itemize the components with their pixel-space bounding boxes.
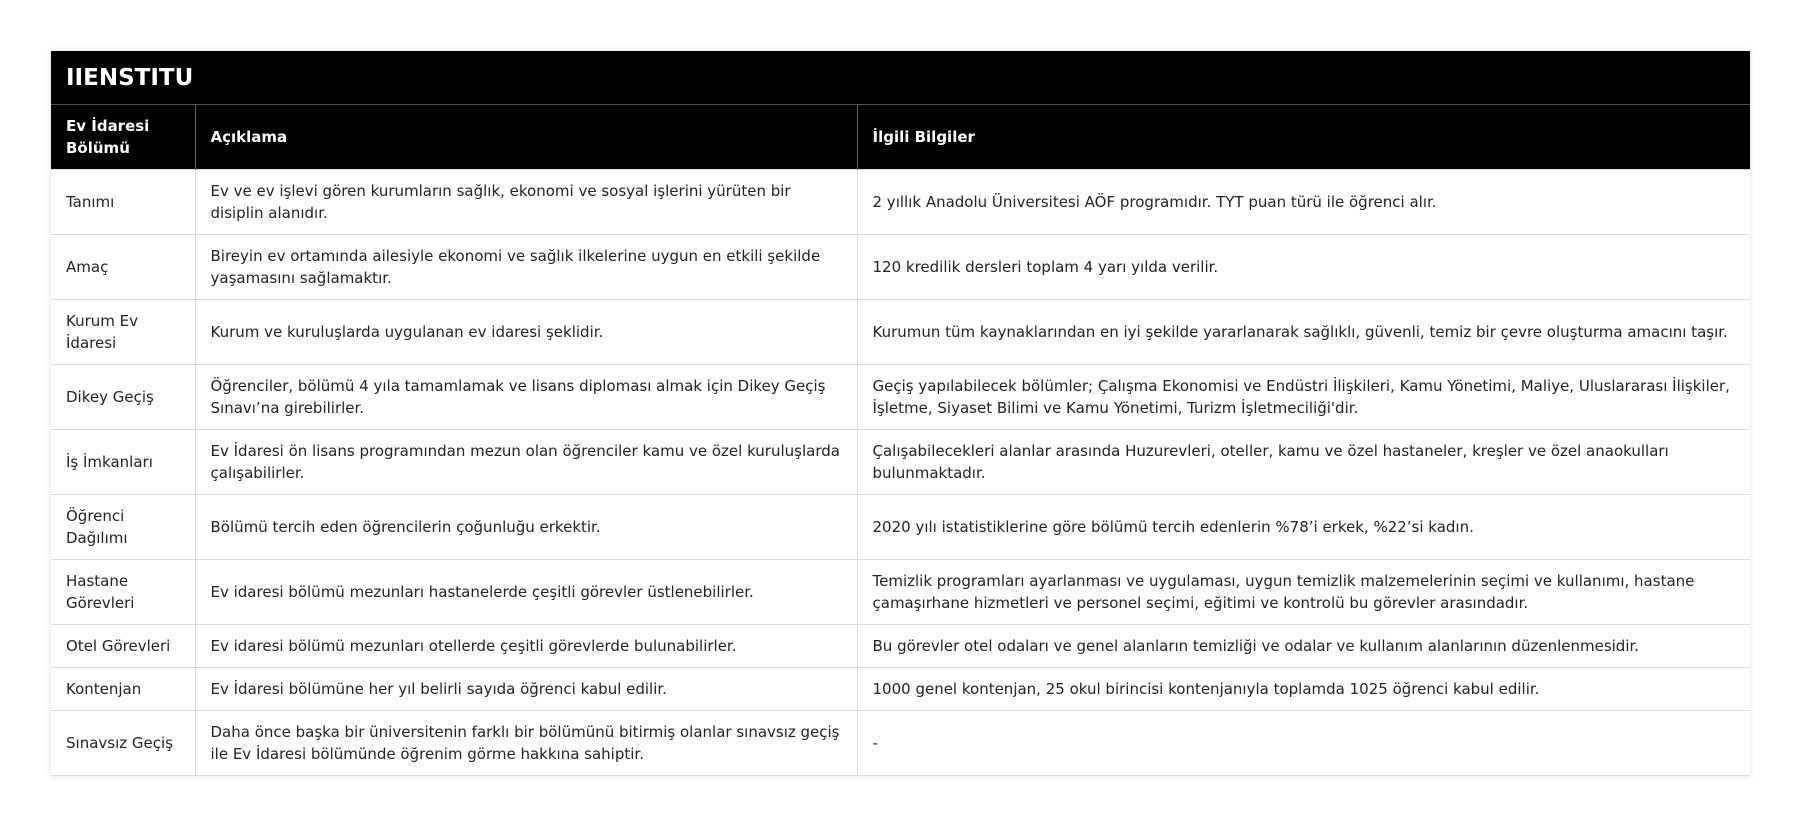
table-row [51,494,1750,559]
row-section: Kontenjan [51,667,195,710]
table-row [51,169,1750,234]
row-description: Ev idaresi bölümü mezunları hastanelerde çeşitli görevler üstlenebilirler. [195,559,857,624]
row-related-info: 2020 yılı istatistiklerine göre bölümü tercih edenlerin %78’i erkek, %22’si kadın. [857,494,1750,559]
table-row [51,429,1750,494]
table-row [51,234,1750,299]
row-description: Ev İdaresi ön lisans programından mezun olan öğrenciler kamu ve özel kuruluşlarda çalışabilirler. [195,429,857,494]
row-description: Bireyin ev ortamında ailesiyle ekonomi ve sağlık ilkelerine uygun en etkili şekilde yaşamasını sağlamaktır. [195,234,857,299]
row-section: Sınavsız Geçiş [51,710,195,775]
row-related-info: Kurumun tüm kaynaklarından en iyi şekilde yararlanarak sağlıklı, güvenli, temiz bir çevre oluşturma amacını taşır. [857,299,1750,364]
row-related-info: - [857,710,1750,775]
row-related-info: 1000 genel kontenjan, 25 okul birincisi kontenjanıyla toplamda 1025 öğrenci kabul edilir. [857,667,1750,710]
table-row [51,299,1750,364]
row-related-info: Geçiş yapılabilecek bölümler; Çalışma Ekonomisi ve Endüstri İlişkileri, Kamu Yönetimi, Maliye, Uluslararası İlişkiler, İşletme, Siyaset Bilimi ve Kamu Yönetimi, Turizm İşletmeciliği'dir. [857,364,1750,429]
row-section: İş İmkanları [51,429,195,494]
header-section: Ev İdaresi Bölümü [51,105,195,169]
row-description: Ev ve ev işlevi gören kurumların sağlık, ekonomi ve sosyal işlerini yürüten bir disiplin alanıdır. [195,169,857,234]
header-description: Açıklama [195,105,857,169]
row-related-info: 2 yıllık Anadolu Üniversitesi AÖF programıdır. TYT puan türü ile öğrenci alır. [857,169,1750,234]
table-header-row [51,105,1750,169]
row-related-info: 120 kredilik dersleri toplam 4 yarı yılda verilir. [857,234,1750,299]
row-description: Ev idaresi bölümü mezunları otellerde çeşitli görevlerde bulunabilirler. [195,624,857,667]
table-row [51,364,1750,429]
header-related-info: İlgili Bilgiler [857,105,1750,169]
brand-title: IIENSTITU [51,51,1750,105]
row-section: Otel Görevleri [51,624,195,667]
info-table [51,105,1750,776]
row-section: Tanımı [51,169,195,234]
row-description: Öğrenciler, bölümü 4 yıla tamamlamak ve lisans diploması almak için Dikey Geçiş Sınavı’na girebilirler. [195,364,857,429]
row-related-info: Bu görevler otel odaları ve genel alanların temizliği ve odalar ve kullanım alanlarının düzenlenmesidir. [857,624,1750,667]
table-row [51,667,1750,710]
row-section: Amaç [51,234,195,299]
row-section: Kurum Ev İdaresi [51,299,195,364]
row-related-info: Temizlik programları ayarlanması ve uygulaması, uygun temizlik malzemelerinin seçimi ve kullanımı, hastane çamaşırhane hizmetleri ve personel seçimi, eğitimi ve kontrolü bu görevler arasındadır. [857,559,1750,624]
row-section: Öğrenci Dağılımı [51,494,195,559]
row-description: Ev İdaresi bölümüne her yıl belirli sayıda öğrenci kabul edilir. [195,667,857,710]
table-row [51,710,1750,775]
row-description: Daha önce başka bir üniversitenin farklı bir bölümünü bitirmiş olanlar sınavsız geçiş ile Ev İdaresi bölümünde öğrenim görme hakkına sahiptir. [195,710,857,775]
table-row [51,624,1750,667]
info-table-card [51,51,1750,776]
row-section: Hastane Görevleri [51,559,195,624]
row-description: Kurum ve kuruluşlarda uygulanan ev idaresi şeklidir. [195,299,857,364]
table-row [51,559,1750,624]
row-description: Bölümü tercih eden öğrencilerin çoğunluğu erkektir. [195,494,857,559]
row-related-info: Çalışabilecekleri alanlar arasında Huzurevleri, oteller, kamu ve özel hastaneler, kreşler ve özel anaokulları bulunmaktadır. [857,429,1750,494]
row-section: Dikey Geçiş [51,364,195,429]
